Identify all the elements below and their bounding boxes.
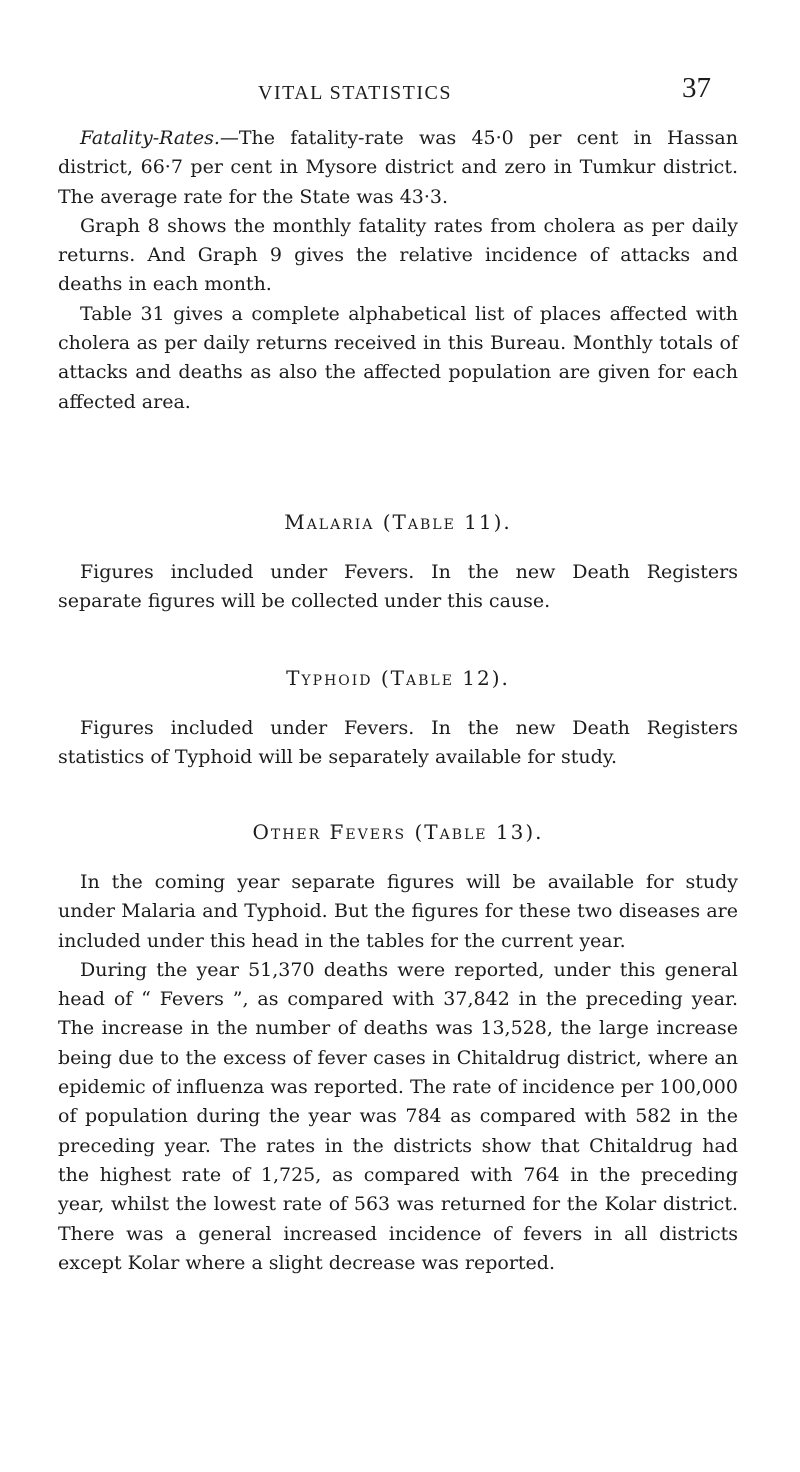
other-fevers-section <box>58 868 738 1278</box>
fatality-rates-text: —The fatality-rate was 45·0 per cent in Hassan district, 66·7 per cent in Mysore district and zero in Tumkur district. The average rate for the State was 43·3. <box>58 127 738 208</box>
other-fevers-paragraph-2: During the year 51,370 deaths were reported, under this general head of “ Fevers ”, as compared with 37,842 in the preceding year. The increase in the number of deaths was 13,528, the large increase being due to the excess of fever cases in Chitaldrug district, where an epidemic of influenza was reported. The rate of incidence per 100,000 of population during the year was 784 as compared with 582 in the preceding year. The rates in the districts show that Chitaldrug had the highest rate of 1,725, as compared with 764 in the preceding year, whilst the lowest rate of 563 was returned for the Kolar district. There was a general increased incidence of fevers in all districts except Kolar where a slight decrease was reported. <box>58 958 738 1274</box>
fatality-rates-section <box>58 124 738 417</box>
typhoid-paragraph: Figures included under Fevers. In the new Death Registers statistics of Typhoid will be separately available for study. <box>58 717 738 769</box>
other-fevers-heading: Other Fevers (Table 13). <box>252 820 544 844</box>
page-number: 37 <box>682 72 711 104</box>
typhoid-section <box>58 714 738 773</box>
fatality-rates-paragraph <box>58 124 738 212</box>
fatality-rates-lead: Fatality-Rates. <box>80 127 220 149</box>
table-31-paragraph: Table 31 gives a complete alphabetical list of places affected with cholera as per daily returns received in this Bureau. Monthly totals of attacks and deaths as also the affected population are given for each affected area. <box>58 302 738 413</box>
typhoid-heading: Typhoid (Table 12). <box>286 666 510 690</box>
graph-description-paragraph: Graph 8 shows the monthly fatality rates from cholera as per daily returns. And Graph 9 gives the relative incidence of attacks and deaths in each month. <box>58 214 738 296</box>
malaria-paragraph: Figures included under Fevers. In the new Death Registers separate figures will be collected under this cause. <box>58 561 738 613</box>
malaria-heading: Malaria (Table 11). <box>284 510 512 534</box>
malaria-section <box>58 558 738 617</box>
other-fevers-paragraph-1: In the coming year separate figures will be available for study under Malaria and Typhoid. But the figures for these two diseases are included under this head in the tables for the current year. <box>58 871 738 952</box>
running-header <box>0 68 800 108</box>
running-title: VITAL STATISTICS <box>258 82 452 104</box>
